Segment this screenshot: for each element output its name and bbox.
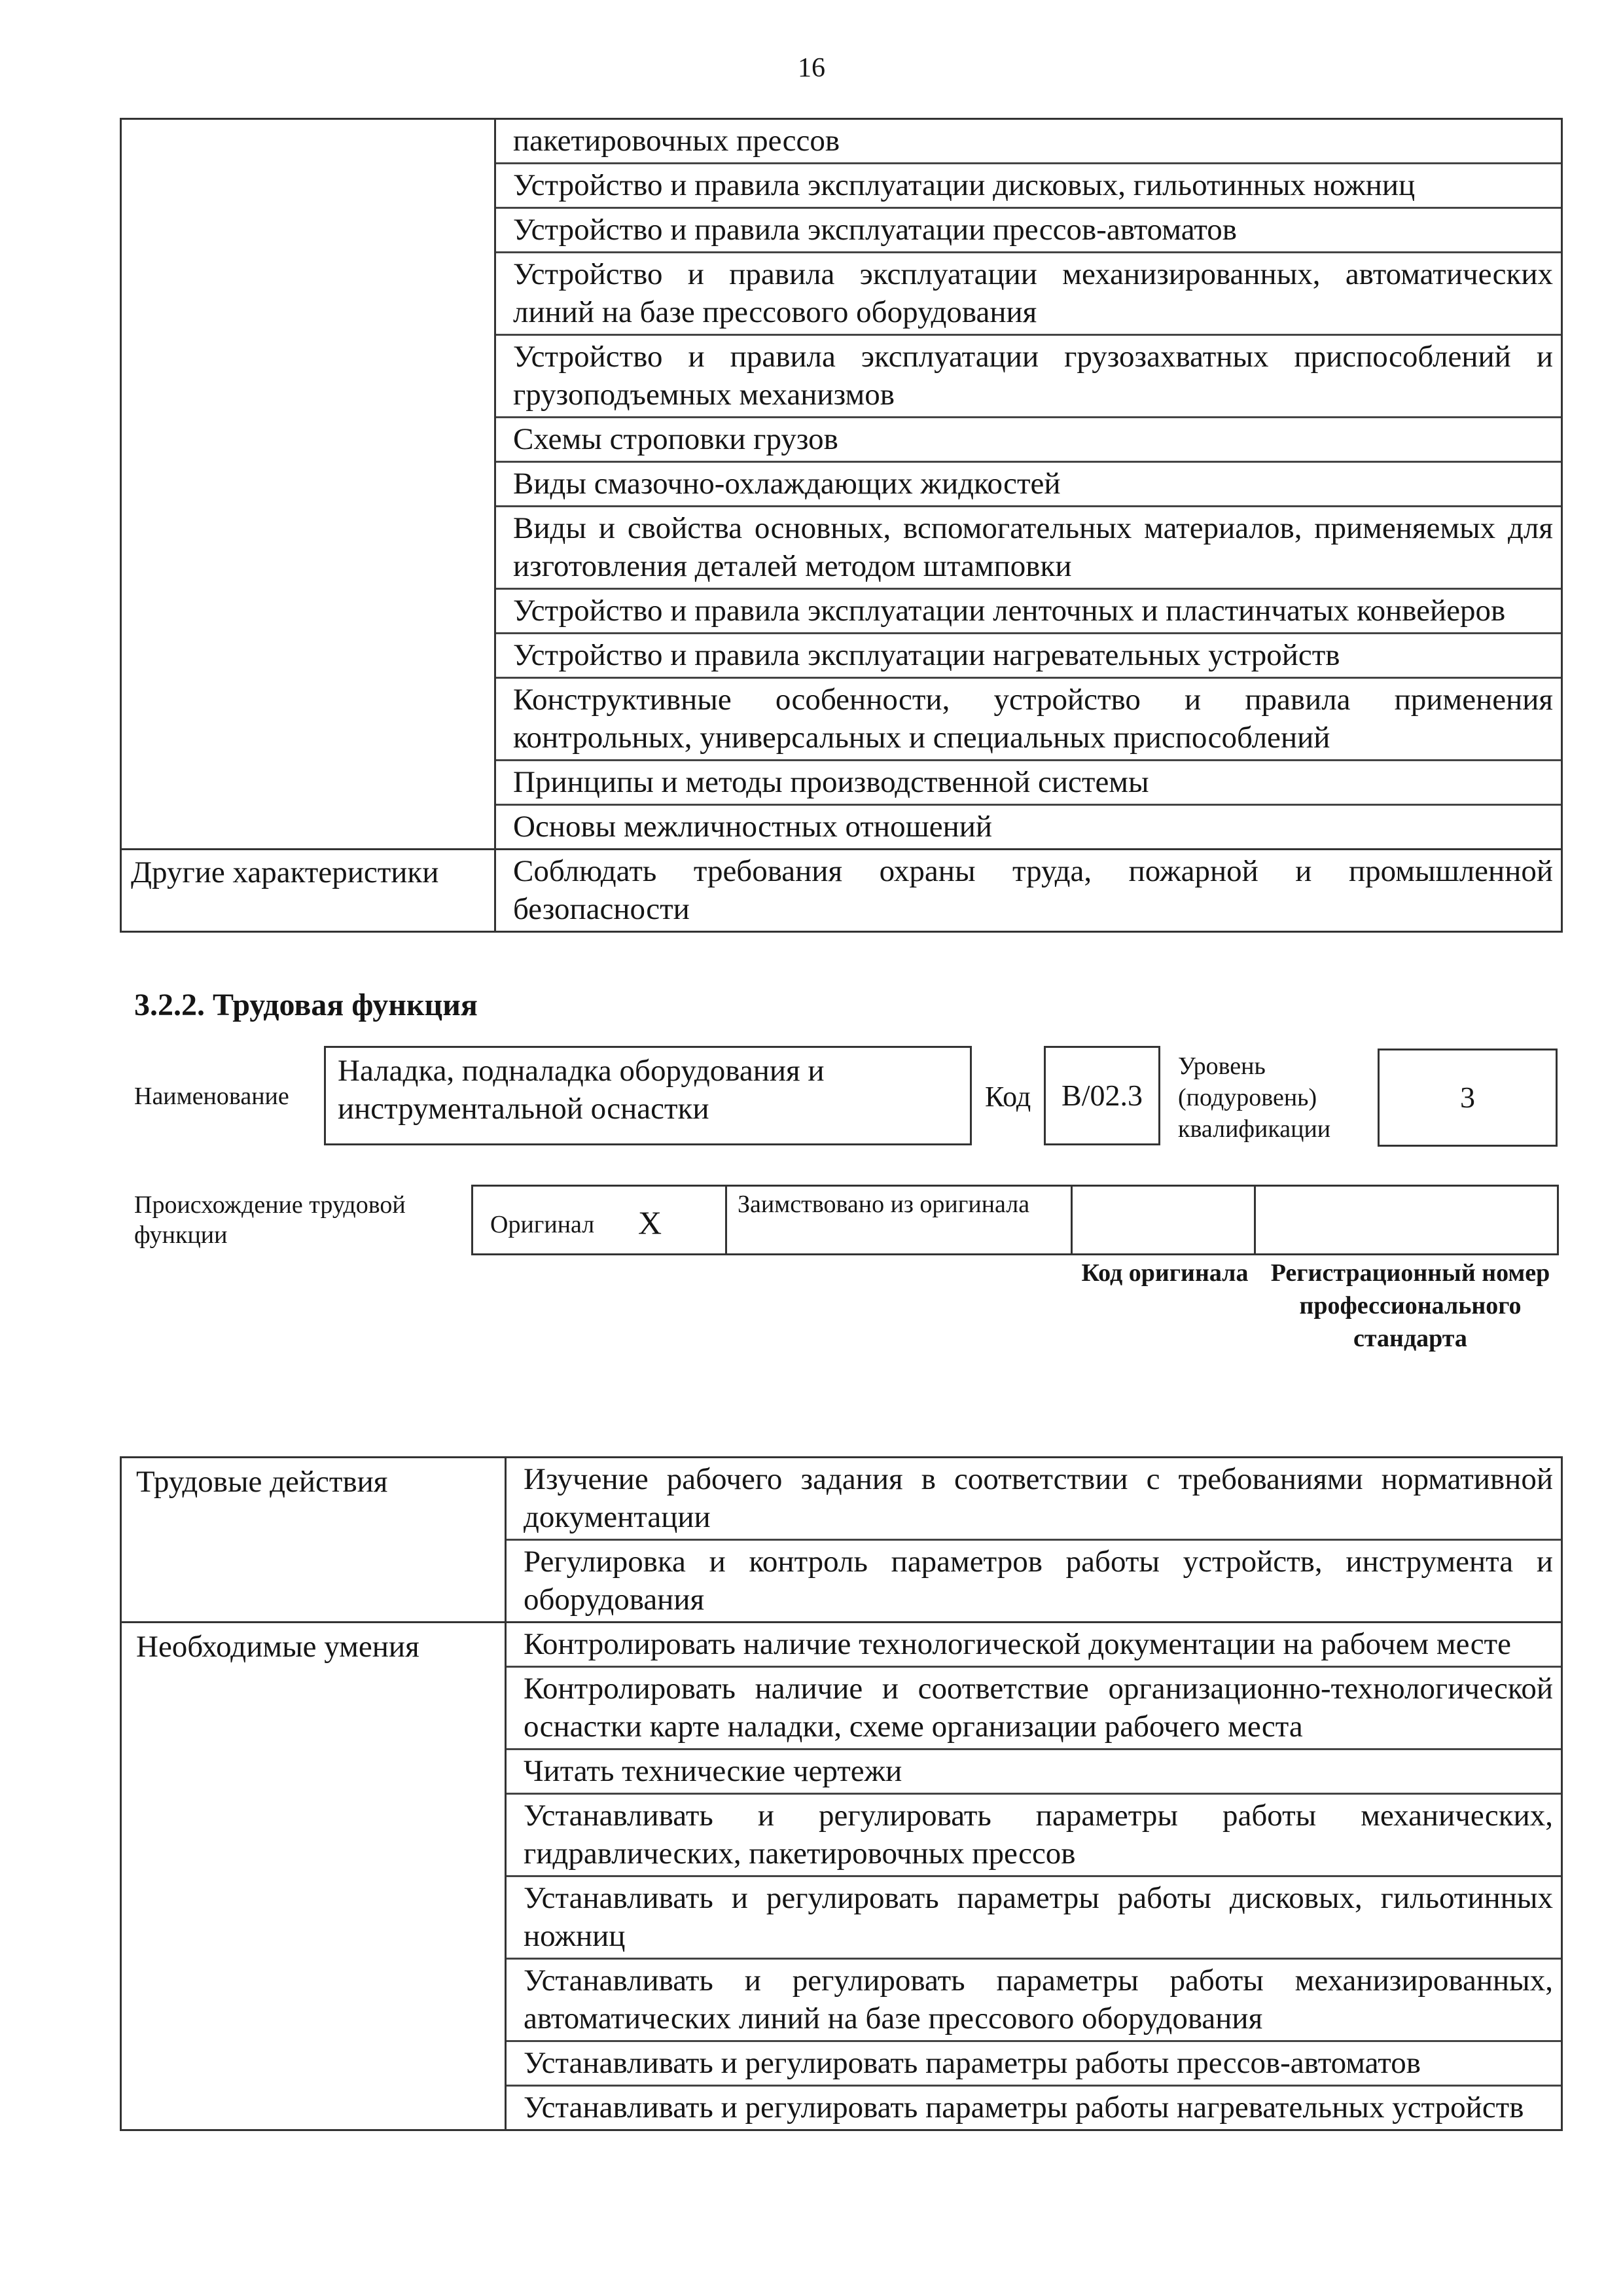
- function-table: [120, 1456, 1563, 2131]
- original-mark: X: [638, 1204, 662, 1241]
- knowledge-item: Виды смазочно-охлаждающих жидкостей: [496, 463, 1561, 507]
- qualification-level-box: 3: [1378, 1049, 1558, 1147]
- knowledge-item: Принципы и методы производственной системы: [496, 761, 1561, 806]
- knowledge-table: [120, 118, 1563, 933]
- knowledge-item: пакетировочных прессов: [496, 120, 1561, 164]
- skill-item: Читать технические чертежи: [507, 1750, 1561, 1795]
- knowledge-item: Устройство и правила эксплуатации прессов-автоматов: [496, 209, 1561, 253]
- other-characteristics-label: Другие характеристики: [121, 850, 495, 932]
- knowledge-list-cell: [495, 119, 1562, 850]
- skill-item: Устанавливать и регулировать параметры работы механизированных, автоматических линий на базе прессового оборудования: [507, 1960, 1561, 2042]
- function-name-box: Наладка, подналадка оборудования и инструментальной оснастки: [324, 1046, 972, 1145]
- knowledge-item: Основы межличностных отношений: [513, 810, 993, 844]
- borrowed-label: Заимствовано из оригинала: [727, 1187, 1073, 1253]
- knowledge-item: Устройство и правила эксплуатации нагревательных устройств: [496, 634, 1561, 679]
- skill-item: Устанавливать и регулировать параметры работы механических, гидравлических, пакетировочных прессов: [507, 1795, 1561, 1877]
- registration-number-caption: Регистрационный номер профессионального стандарта: [1270, 1259, 1550, 1352]
- required-skills-cell: [506, 1623, 1562, 2130]
- origin-row: [471, 1185, 1559, 1255]
- name-label: Наименование: [134, 1083, 289, 1110]
- skill-item: Контролировать наличие технологической документации на рабочем месте: [507, 1623, 1561, 1668]
- function-code-box: B/02.3: [1044, 1046, 1160, 1145]
- page-number: 16: [798, 53, 825, 83]
- other-characteristics-cell: [495, 850, 1562, 932]
- original-cell: [473, 1187, 727, 1253]
- skill-item: Устанавливать и регулировать параметры работы прессов-автоматов: [507, 2042, 1561, 2087]
- skill-item: Устанавливать и регулировать параметры работы нагревательных устройств: [524, 2090, 1524, 2125]
- qualification-level-label: Уровень (подуровень) квалификации: [1178, 1052, 1331, 1143]
- knowledge-item: Устройство и правила эксплуатации грузозахватных приспособлений и грузоподъемных механизмов: [496, 336, 1561, 418]
- original-code-cell: [1073, 1187, 1256, 1253]
- labor-action-item: Изучение рабочего задания в соответствии с требованиями нормативной документации: [507, 1458, 1561, 1541]
- section-heading: 3.2.2. Трудовая функция: [134, 988, 478, 1022]
- knowledge-item: Устройство и правила эксплуатации механизированных, автоматических линий на базе прессового оборудования: [496, 253, 1561, 336]
- registration-number-cell: [1256, 1187, 1557, 1253]
- origin-label: Происхождение трудовой функции: [134, 1191, 406, 1249]
- knowledge-label-cell: [121, 119, 495, 850]
- knowledge-item: Схемы строповки грузов: [496, 418, 1561, 463]
- labor-action-item: Регулировка и контроль параметров работы устройств, инструмента и оборудования: [524, 1545, 1553, 1617]
- labor-actions-cell: [506, 1458, 1562, 1623]
- original-code-caption: Код оригинала: [1081, 1259, 1249, 1287]
- original-label: Оригинал: [490, 1211, 595, 1238]
- knowledge-item: Устройство и правила эксплуатации ленточных и пластинчатых конвейеров: [496, 590, 1561, 634]
- other-characteristics-value: Соблюдать требования охраны труда, пожарной и промышленной безопасности: [513, 854, 1553, 926]
- knowledge-item: Виды и свойства основных, вспомогательных материалов, применяемых для изготовления деталей методом штамповки: [496, 507, 1561, 590]
- knowledge-item: Устройство и правила эксплуатации дисковых, гильотинных ножниц: [496, 164, 1561, 209]
- skill-item: Устанавливать и регулировать параметры работы дисковых, гильотинных ножниц: [507, 1877, 1561, 1960]
- labor-actions-label: Трудовые действия: [121, 1458, 506, 1623]
- code-label: Код: [985, 1081, 1031, 1113]
- required-skills-label: Необходимые умения: [121, 1623, 506, 2130]
- knowledge-item: Конструктивные особенности, устройство и правила применения контрольных, универсальных и специальных приспособлений: [496, 679, 1561, 761]
- skill-item: Контролировать наличие и соответствие организационно-технологической оснастки карте наладки, схеме организации рабочего места: [507, 1668, 1561, 1750]
